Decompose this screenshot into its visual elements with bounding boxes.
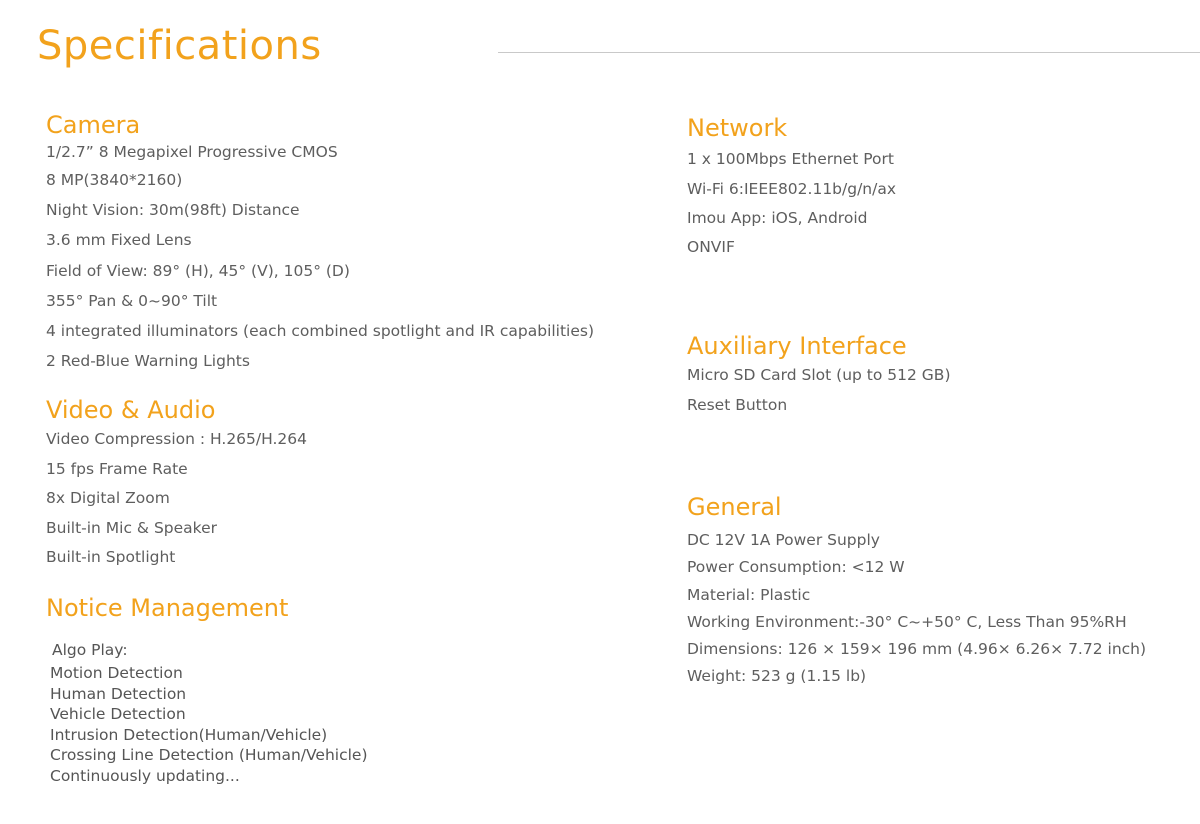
spec-item: 355° Pan & 0~90° Tilt xyxy=(46,291,218,310)
spec-item: Continuously updating... xyxy=(50,766,240,785)
spec-item: Vehicle Detection xyxy=(50,705,186,724)
spec-item: 8 MP(3840*2160) xyxy=(46,171,183,189)
network-spec-list xyxy=(687,143,896,262)
title-divider xyxy=(498,52,1200,53)
camera-spec-list xyxy=(46,140,594,376)
spec-item: Night Vision: 30m(98ft) Distance xyxy=(46,201,300,220)
video-audio-section xyxy=(46,395,307,573)
general-spec-list xyxy=(687,527,1146,691)
auxiliary-interface-section xyxy=(687,331,951,420)
spec-item: 8x Digital Zoom xyxy=(46,489,170,507)
spec-item: 4 integrated illuminators (each combined spotlight and IR capabilities) xyxy=(46,322,595,341)
spec-item: Reset Button xyxy=(687,395,788,414)
spec-item: Motion Detection xyxy=(50,664,183,682)
notice-management-section xyxy=(46,593,368,787)
spec-item: Video Compression : H.265/H.264 xyxy=(46,430,308,448)
spec-item: Intrusion Detection(Human/Vehicle) xyxy=(50,725,328,744)
spec-item: ONVIF xyxy=(687,238,735,256)
general-section xyxy=(687,492,1146,691)
spec-item: Field of View: 89° (H), 45° (V), 105° (D) xyxy=(46,261,350,280)
camera-section xyxy=(46,110,594,376)
spec-item: Micro SD Card Slot (up to 512 GB) xyxy=(687,366,951,384)
video-audio-spec-list xyxy=(46,425,307,573)
spec-item: Dimensions: 126 × 159× 196 mm (4.96× 6.26× 7.72 inch) xyxy=(687,640,1147,659)
spec-item: Power Consumption: <12 W xyxy=(687,558,905,577)
spec-item: 2 Red-Blue Warning Lights xyxy=(46,352,250,371)
algo-play-label: Algo Play: xyxy=(52,641,128,659)
auxiliary-spec-list xyxy=(687,361,951,420)
network-section xyxy=(687,113,896,262)
notice-spec-list xyxy=(50,663,368,787)
camera-heading: Camera xyxy=(46,111,141,139)
spec-item: Wi-Fi 6:IEEE802.11b/g/n/ax xyxy=(687,180,897,198)
general-heading: General xyxy=(687,493,782,521)
spec-item: 1/2.7” 8 Megapixel Progressive CMOS xyxy=(46,143,338,161)
video-audio-heading: Video & Audio xyxy=(46,396,216,424)
spec-item: Material: Plastic xyxy=(687,585,811,604)
spec-item: DC 12V 1A Power Supply xyxy=(687,531,880,549)
spec-item: Imou App: iOS, Android xyxy=(687,209,868,227)
spec-item: Crossing Line Detection (Human/Vehicle) xyxy=(50,746,368,765)
page-title: Specifications xyxy=(37,23,322,69)
notice-management-heading: Notice Management xyxy=(46,594,289,622)
spec-item: Built-in Spotlight xyxy=(46,548,176,566)
spec-item: Built-in Mic & Speaker xyxy=(46,518,217,537)
spec-item: 15 fps Frame Rate xyxy=(46,459,188,478)
auxiliary-interface-heading: Auxiliary Interface xyxy=(687,332,907,360)
network-heading: Network xyxy=(687,114,788,142)
spec-item: 1 x 100Mbps Ethernet Port xyxy=(687,150,894,168)
spec-item: Weight: 523 g (1.15 lb) xyxy=(687,667,867,686)
spec-item: Working Environment:-30° C~+50° C, Less Than 95%RH xyxy=(687,612,1127,631)
spec-item: 3.6 mm Fixed Lens xyxy=(46,231,192,250)
spec-item: Human Detection xyxy=(50,684,187,703)
